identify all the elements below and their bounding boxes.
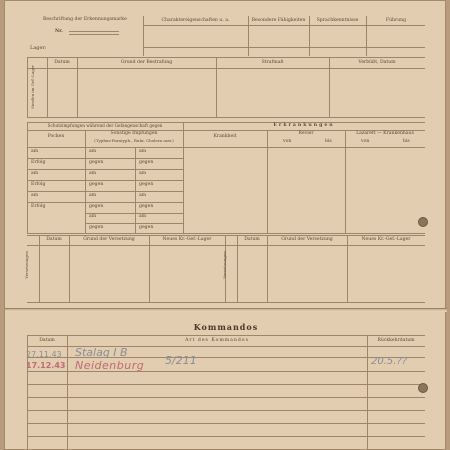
vers-bottom bbox=[27, 302, 425, 303]
imp-r1 bbox=[27, 158, 183, 159]
strafen-c4 bbox=[329, 57, 330, 117]
strafen-c2 bbox=[77, 57, 78, 117]
imp-r2 bbox=[27, 169, 183, 170]
nr-line-1 bbox=[69, 31, 119, 32]
sonst-am-2: am bbox=[89, 171, 97, 176]
pocken-am-1: am bbox=[31, 149, 39, 154]
sonst-gegen-2: gegen bbox=[89, 182, 104, 187]
kom-h-rueckkehr: Rückkehrdatum bbox=[377, 338, 415, 343]
strafen-header bbox=[27, 68, 425, 69]
label-fuehrung: Führung bbox=[385, 18, 407, 23]
nr-line-2 bbox=[69, 34, 119, 35]
revier-bis: bis bbox=[325, 139, 332, 144]
entry-text-2: Neidenburg bbox=[75, 359, 145, 372]
kom-r6 bbox=[27, 423, 425, 424]
entry-date-1: 27.11.43 bbox=[26, 350, 62, 359]
mid-c2 bbox=[135, 147, 136, 233]
registration-card bbox=[4, 0, 446, 450]
strafen-bottom bbox=[27, 117, 425, 118]
sonst-gegen-2b: gegen bbox=[139, 182, 154, 187]
kom-r5 bbox=[27, 410, 425, 411]
entry-return: 20.5.?? bbox=[371, 356, 408, 367]
strafen-left bbox=[27, 57, 28, 117]
mid-c4 bbox=[267, 130, 268, 233]
lazarett-bis: bis bbox=[403, 139, 410, 144]
kom-c2 bbox=[367, 335, 368, 450]
strafen-top bbox=[27, 57, 425, 58]
top-mid-line bbox=[143, 47, 425, 48]
vers-r-c1 bbox=[267, 235, 268, 302]
strafen-h-datum: Datum bbox=[54, 60, 70, 65]
vers-top bbox=[27, 235, 425, 236]
vers-r-h-datum: Datum bbox=[244, 237, 260, 242]
sonst-gegen-3: gegen bbox=[89, 204, 104, 209]
imp-r5 bbox=[27, 202, 183, 203]
label-charakter: Charaktereigenschaften u. a. bbox=[161, 18, 230, 23]
vers-r-h-lager: Neues Kr.-Gef.-Lager bbox=[361, 237, 411, 242]
vers-r-h-grund: Grund der Versetzung bbox=[281, 237, 333, 242]
kom-r4 bbox=[27, 397, 425, 398]
sonst-gegen-1b: gegen bbox=[139, 160, 154, 165]
strafen-c3 bbox=[216, 57, 217, 117]
page-fold bbox=[5, 308, 447, 312]
strafen-h-strafmass: Strafmaß bbox=[261, 60, 284, 65]
mid-c1 bbox=[85, 130, 86, 233]
pocken-erfolg-3: Erfolg bbox=[31, 204, 46, 209]
top-header-line bbox=[143, 25, 425, 26]
entry-text-1: Stalag I B bbox=[75, 346, 128, 359]
erkrankungen-title: Erkrankungen bbox=[273, 123, 335, 128]
sonst-gegen-4b: gegen bbox=[139, 225, 154, 230]
imp-r6 bbox=[85, 213, 183, 214]
pocken-erfolg-2: Erfolg bbox=[31, 182, 46, 187]
vers-l-c1 bbox=[69, 235, 70, 302]
label-nr: Nr. bbox=[55, 29, 63, 34]
sonst-am-2b: am bbox=[139, 171, 147, 176]
kom-r3 bbox=[27, 384, 425, 385]
punch-hole-upper bbox=[418, 217, 428, 227]
vers-l-h-lager: Neues Kr.-Gef.-Lager bbox=[162, 237, 212, 242]
label-lager: Lager: bbox=[30, 45, 47, 51]
strafen-h-verbuesst: Verbüßt, Datum bbox=[358, 60, 396, 65]
revier-von: von bbox=[283, 139, 292, 144]
punch-hole-lower bbox=[418, 383, 428, 393]
erkrankungen-krankheit: Krankheit bbox=[213, 134, 237, 139]
kom-c1 bbox=[67, 335, 68, 450]
label-beschriftung: Beschriftung der Erkennungsmarke bbox=[43, 17, 127, 22]
pocken-am-2: am bbox=[31, 171, 39, 176]
strafen-c1 bbox=[47, 57, 48, 117]
label-sprachen: Sprachkenntnisse bbox=[316, 18, 359, 23]
impfungen-sonstige-sub: (Typhus-Paratyph., Ruhr, Cholera usw.) bbox=[94, 138, 174, 143]
erkrankungen-lazarett: Lazarett — Krankenhaus bbox=[356, 131, 414, 136]
sonst-am-1b: am bbox=[139, 149, 147, 154]
pocken-erfolg-1: Erfolg bbox=[31, 160, 46, 165]
vers-side-label-left: Versetzungen bbox=[23, 251, 29, 279]
imp-r7 bbox=[85, 223, 183, 224]
vers-side-label-right: Versetzungen bbox=[221, 251, 227, 279]
kom-h-datum: Datum bbox=[39, 338, 55, 343]
sonst-am-4: am bbox=[89, 214, 97, 219]
pocken-am-3: am bbox=[31, 193, 39, 198]
impfungen-sonstige: Sonstige Impfungen bbox=[110, 131, 158, 136]
sonst-am-4b: am bbox=[139, 214, 147, 219]
impfungen-title: Schutzimpfungen während der Gefangenschaft gegen bbox=[47, 123, 163, 128]
imp-r3 bbox=[27, 180, 183, 181]
sonst-gegen-3b: gegen bbox=[139, 204, 154, 209]
erkrankungen-revier: Revier bbox=[298, 131, 314, 136]
vers-l-c2 bbox=[149, 235, 150, 302]
vers-r-c0 bbox=[237, 235, 238, 302]
imp-r4 bbox=[27, 191, 183, 192]
vers-l-h-datum: Datum bbox=[46, 237, 62, 242]
sonst-am-3b: am bbox=[139, 193, 147, 198]
mid-bottom bbox=[27, 233, 425, 234]
entry-date-2: 17.12.43 bbox=[26, 361, 66, 370]
impfungen-pocken: Pocken bbox=[47, 134, 65, 139]
mid-h2 bbox=[27, 147, 425, 148]
kom-top bbox=[27, 335, 425, 336]
sonst-am-3: am bbox=[89, 193, 97, 198]
vers-r-c2 bbox=[347, 235, 348, 302]
kom-h-art: Art des Kommandos bbox=[185, 338, 249, 343]
sonst-gegen-4: gegen bbox=[89, 225, 104, 230]
sonst-am-1: am bbox=[89, 149, 97, 154]
sonst-gegen-1: gegen bbox=[89, 160, 104, 165]
kommandos-title: Kommandos bbox=[193, 322, 259, 332]
label-faehigkeiten: Besondere Fähigkeiten bbox=[251, 18, 306, 23]
kom-r7 bbox=[27, 436, 425, 437]
vers-l-c0 bbox=[39, 235, 40, 302]
entry-nummer: 5/211 bbox=[165, 354, 197, 367]
mid-c5 bbox=[345, 130, 346, 233]
vers-l-h-grund: Grund der Versetzung bbox=[83, 237, 135, 242]
vers-header bbox=[27, 245, 425, 246]
strafen-h-grund: Grund der Bestrafung bbox=[120, 60, 173, 65]
lazarett-von: von bbox=[361, 139, 370, 144]
strafen-side-label: Strafen im Gef.-Lager bbox=[30, 64, 36, 110]
